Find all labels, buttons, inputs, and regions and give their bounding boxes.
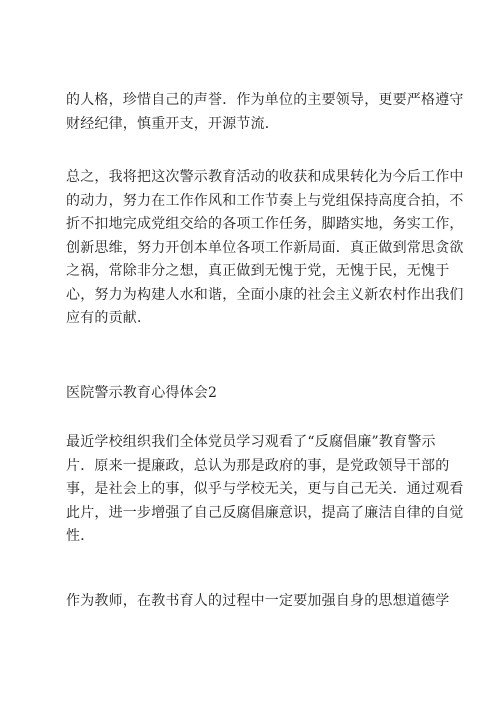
text-line: 折不扣地完成党组交给的各项工作任务，脚踏实地，务实工作，	[66, 216, 464, 232]
text-line: 事，是社会上的事，似乎与学校无关，更与自己无关．通过观看	[66, 481, 464, 497]
paragraph-conclusion	[66, 166, 464, 331]
text-line: 心，努力为构建人水和谐，全面小康的社会主义新农村作出我们	[66, 286, 464, 303]
text-line: 的人格，珍惜自己的声誉．作为单位的主要领导，更要严格遵守	[66, 92, 464, 108]
text-line: 应有的贡献．	[66, 310, 152, 326]
paragraph-integrity	[66, 89, 464, 136]
section-heading: 医院警示教育心得体会2	[66, 385, 218, 401]
text-line: 总之，我将把这次警示教育活动的收获和成果转化为今后工作中	[66, 169, 464, 185]
text-line: 财经纪律，慎重开支，开源节流．	[66, 115, 279, 132]
text-line: 之祸，常除非分之想，真正做到无愧于党，无愧于民，无愧于	[66, 263, 450, 279]
paragraph-warning-film	[66, 431, 464, 549]
text-line: 的动力，努力在工作作风和工作节奏上与党组保持高度合拍，不	[66, 192, 464, 209]
text-line: 最近学校组织我们全体党员学习观看了“反腐倡廉”教育警示	[66, 434, 436, 450]
paragraph-teacher	[66, 590, 450, 614]
text-line: 片．原来一提廉政，总认为那是政府的事，是党政领导干部的	[66, 457, 450, 474]
text-line: 此片，进一步增强了自己反腐倡廉意识，提高了廉洁自律的自觉	[66, 504, 464, 521]
text-line: 创新思维，努力开创本单位各项工作新局面．真正做到常思贪欲	[66, 239, 464, 256]
text-line: 作为教师，在教书育人的过程中一定要加强自身的思想道德学	[66, 593, 450, 609]
text-line: 性．	[66, 528, 95, 544]
